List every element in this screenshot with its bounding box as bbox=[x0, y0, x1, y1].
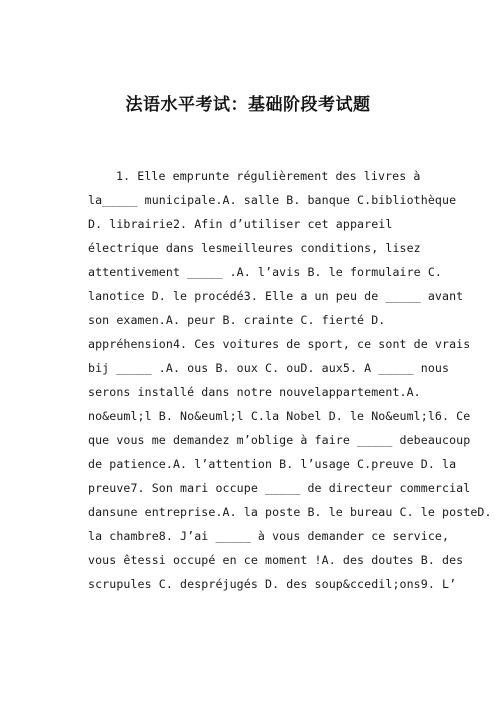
text-line: 1. Elle emprunte régulièrement des livres à bbox=[116, 169, 421, 183]
text-line: la_____ municipale.A. salle B. banque C.bibliothèque bbox=[88, 193, 457, 207]
text-line: serons installé dans notre nouvelappartement.A. bbox=[88, 385, 421, 399]
text-line: que vous me demandez m’oblige à faire _____ debeaucoup bbox=[88, 433, 471, 447]
text-line: no&euml;l B. No&euml;l C.la Nobel D. le No&euml;l6. Ce bbox=[88, 409, 471, 423]
text-line: bij _____ .A. ous B. oux C. ouD. aux5. A _____ nous bbox=[88, 361, 450, 375]
text-line: dansune entreprise.A. la poste B. le bureau C. le posteD. bbox=[88, 505, 492, 519]
text-line: de patience.A. l’attention B. l’usage C.preuve D. la bbox=[88, 457, 457, 471]
text-line: preuve7. Son mari occupe _____ de directeur commercial bbox=[88, 481, 471, 495]
document-body bbox=[88, 164, 492, 596]
text-line: attentivement _____ .A. l’avis B. le formulaire C. bbox=[88, 265, 443, 279]
text-line: scrupules C. despréjugés D. des soup&ccedil;ons9. L’ bbox=[88, 577, 457, 591]
text-line: vous êtessi occupé en ce moment !A. des doutes B. des bbox=[88, 553, 464, 567]
text-line: appréhension4. Ces voitures de sport, ce sont de vrais bbox=[88, 337, 471, 351]
text-line: la chambre8. J’ai _____ à vous demander ce service, bbox=[88, 529, 450, 543]
text-line: lanotice D. le procédé3. Elle a un peu de _____ avant bbox=[88, 289, 464, 303]
text-line: D. librairie2. Afin d’utiliser cet appareil bbox=[88, 217, 393, 231]
text-line: électrique dans lesmeilleures conditions, lisez bbox=[88, 241, 421, 255]
page-title: 法语水平考试：基础阶段考试题 bbox=[125, 95, 371, 115]
text-line: son examen.A. peur B. crainte C. fierté D. bbox=[88, 313, 386, 327]
